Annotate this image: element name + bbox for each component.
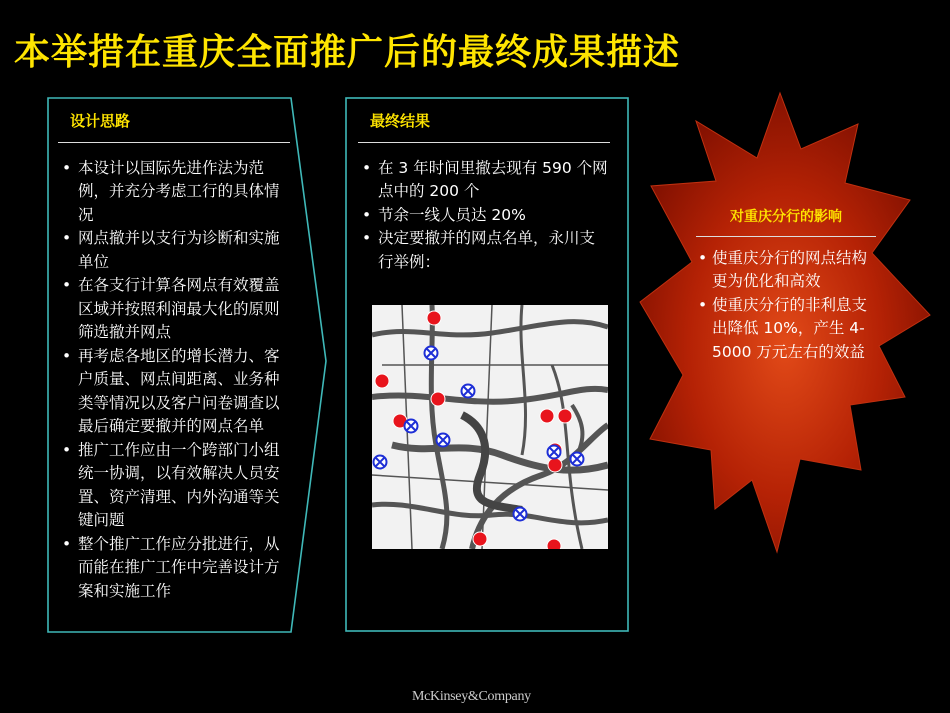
list-item: • 使重庆分行的非利息支出降低 10%，产生 4-5000 万元左右的效益 [696,294,876,365]
impact-list [696,247,876,365]
list-item: • 节余一线人员达 20% [358,204,610,228]
design-list [58,157,290,604]
list-item: • 在各支行计算各网点有效覆盖区域并按照利润最大化的原则筛选撤并网点 [58,274,290,345]
list-item: • 在 3 年时间里撤去现有 590 个网点中的 200 个 [358,157,610,204]
map-drawing [372,305,608,549]
result-panel-heading: 最终结果 [358,110,610,143]
design-panel-heading: 设计思路 [58,110,290,143]
page-title: 本举措在重庆全面推广后的最终成果描述 [14,31,681,73]
list-item: • 本设计以国际先进作法为范例，并充分考虑工行的具体情况 [58,157,290,228]
list-item: • 使重庆分行的网点结构更为优化和高效 [696,247,876,294]
impact-heading: 对重庆分行的影响 [696,206,876,237]
list-item: • 网点撤并以支行为诊断和实施单位 [58,227,290,274]
yongchuan-branch-map [372,305,608,549]
result-panel [358,110,610,274]
design-panel [58,110,290,603]
impact-box [696,206,876,364]
list-item: • 推广工作应由一个跨部门小组统一协调，以有效解决人员安置、资产清理、内外沟通等关键问题 [58,439,290,533]
list-item: • 决定要撤并的网点名单，永川支行举例： [358,227,610,274]
list-item: • 再考虑各地区的增长潜力、客户质量、网点间距离、业务种类等情况以及客户问卷调查以最后确定要撤并的网点名单 [58,345,290,439]
list-item: • 整个推广工作应分批进行，从而能在推广工作中完善设计方案和实施工作 [58,533,290,604]
result-list [358,157,610,275]
mckinsey-logo: McKinsey&Company [412,689,531,704]
